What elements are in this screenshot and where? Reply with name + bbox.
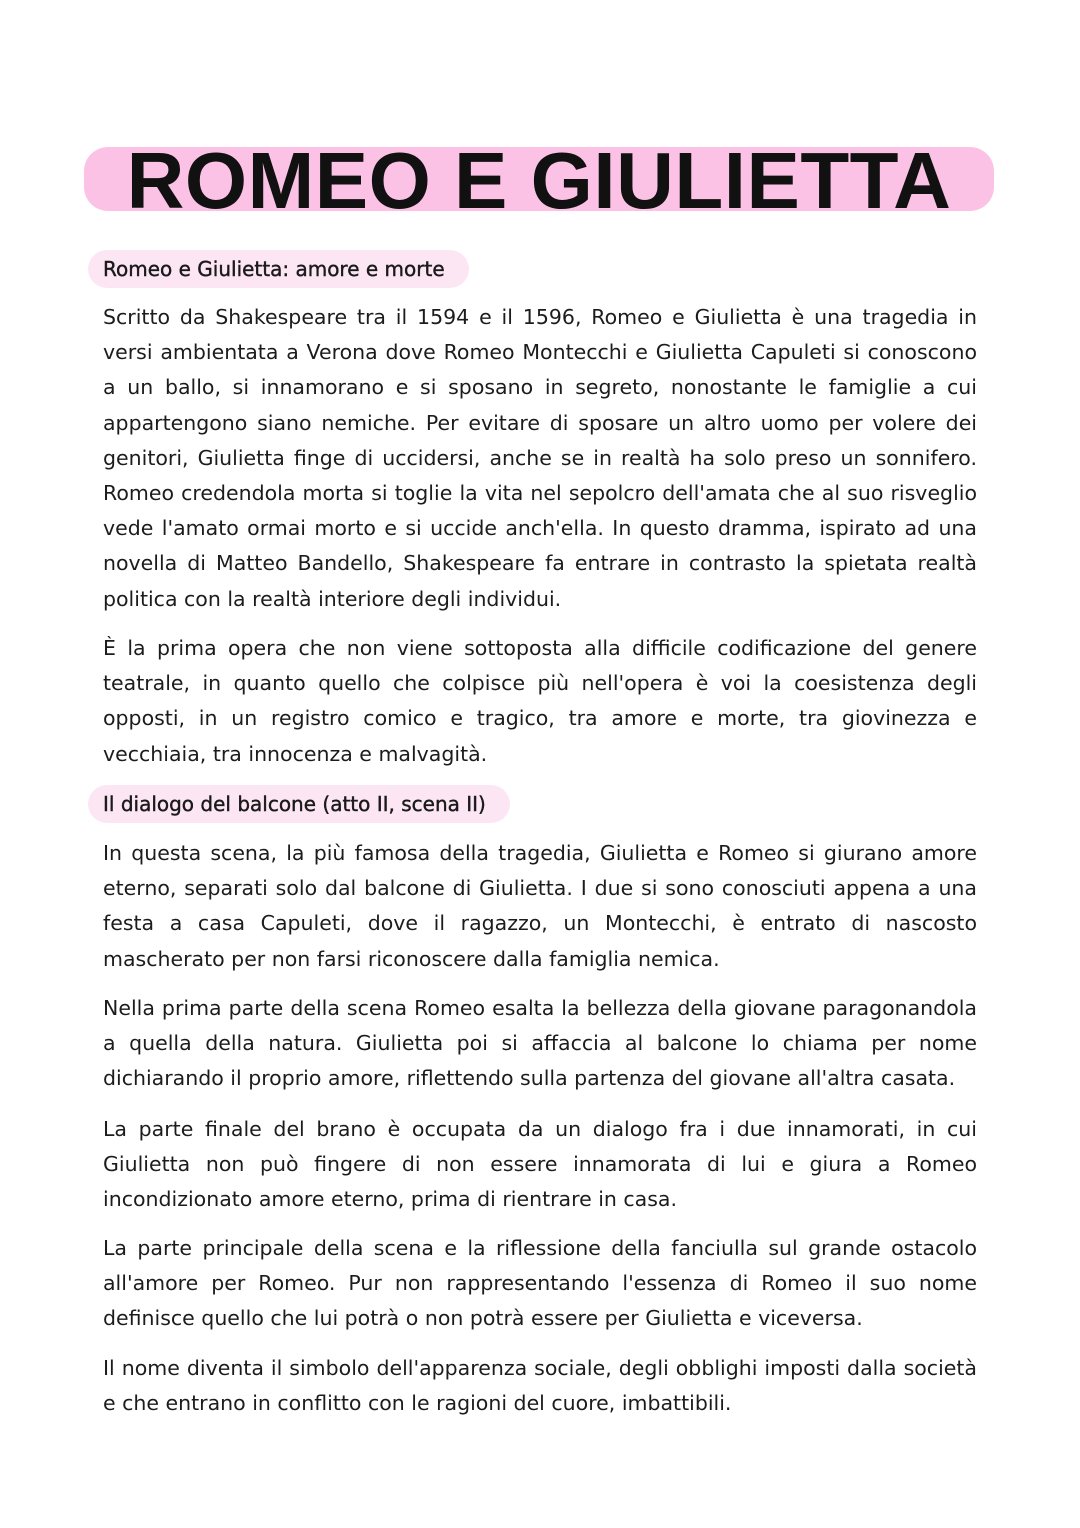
paragraph-opposites: È la prima opera che non viene sottoposta alla difficile codificazione del genere teatrale, in quanto quello che colpisce più nell'opera è voi la coesistenza degli opposti, in un registro comico e tragico, tra amore e morte, tra giovinezza e vecchiaia, tra innocenza e malvagità. [103, 636, 977, 766]
section-heading-amore-e-morte: Romeo e Giulietta: amore e morte [88, 250, 469, 288]
paragraph-main-part: La parte principale della scena e la riflessione della fanciulla sul grande ostacolo all'amore per Romeo. Pur non rappresentando l'essenza di Romeo il suo nome definisce quello che lui potrà o non potrà essere per Giulietta e viceversa. [103, 1236, 977, 1331]
paragraph-first-part: Nella prima parte della scena Romeo esalta la bellezza della giovane paragonandola a quella della natura. Giulietta poi si affaccia al balcone lo chiama per nome dichiarando il proprio amore, riflettendo sulla partenza del giovane all'altra casata. [103, 996, 977, 1091]
paragraph-name-symbol: Il nome diventa il simbolo dell'apparenza sociale, degli obblighi imposti dalla società e che entrano in conflitto con le ragioni del cuore, imbattibili. [103, 1356, 977, 1416]
paragraph-balcony-scene: In questa scena, la più famosa della tragedia, Giulietta e Romeo si giurano amore eterno, separati solo dal balcone di Giulietta. I due si sono conosciuti appena a una festa a casa Capuleti, dove il ragazzo, un Montecchi, è entrato di nascosto mascherato per non farsi riconoscere dalla famiglia nemica. [103, 841, 977, 971]
paragraph-plot-summary: Scritto da Shakespeare tra il 1594 e il 1596, Romeo e Giulietta è una tragedia in versi ambientata a Verona dove Romeo Montecchi e Giulietta Capuleti si conoscono a un ballo, si innamorano e si sposano in segreto, nonostante le famiglie a cui appartengono siano nemiche. Per evitare di sposare un altro uomo per volere dei genitori, Giulietta finge di uccidersi, anche se in realtà ha solo preso un sonnifero. Romeo credendola morta si toglie la vita nel sepolcro dell'amata che al suo risveglio vede l'amato ormai morto e si uccide anch'ella. In questo dramma, ispirato ad una novella di Matteo Bandello, Shakespeare fa entrare in contrasto la spietata realtà politica con la realtà interiore degli individui. [103, 305, 977, 611]
paragraph-final-part: La parte finale del brano è occupata da un dialogo fra i due innamorati, in cui Giulietta non può fingere di non essere innamorata di lui e giura a Romeo incondizionato amore eterno, prima di rientrare in casa. [103, 1117, 977, 1212]
page-title: ROMEO E GIULIETTA [126, 136, 952, 225]
section-heading-dialogo-balcone: Il dialogo del balcone (atto II, scena II) [88, 785, 510, 823]
